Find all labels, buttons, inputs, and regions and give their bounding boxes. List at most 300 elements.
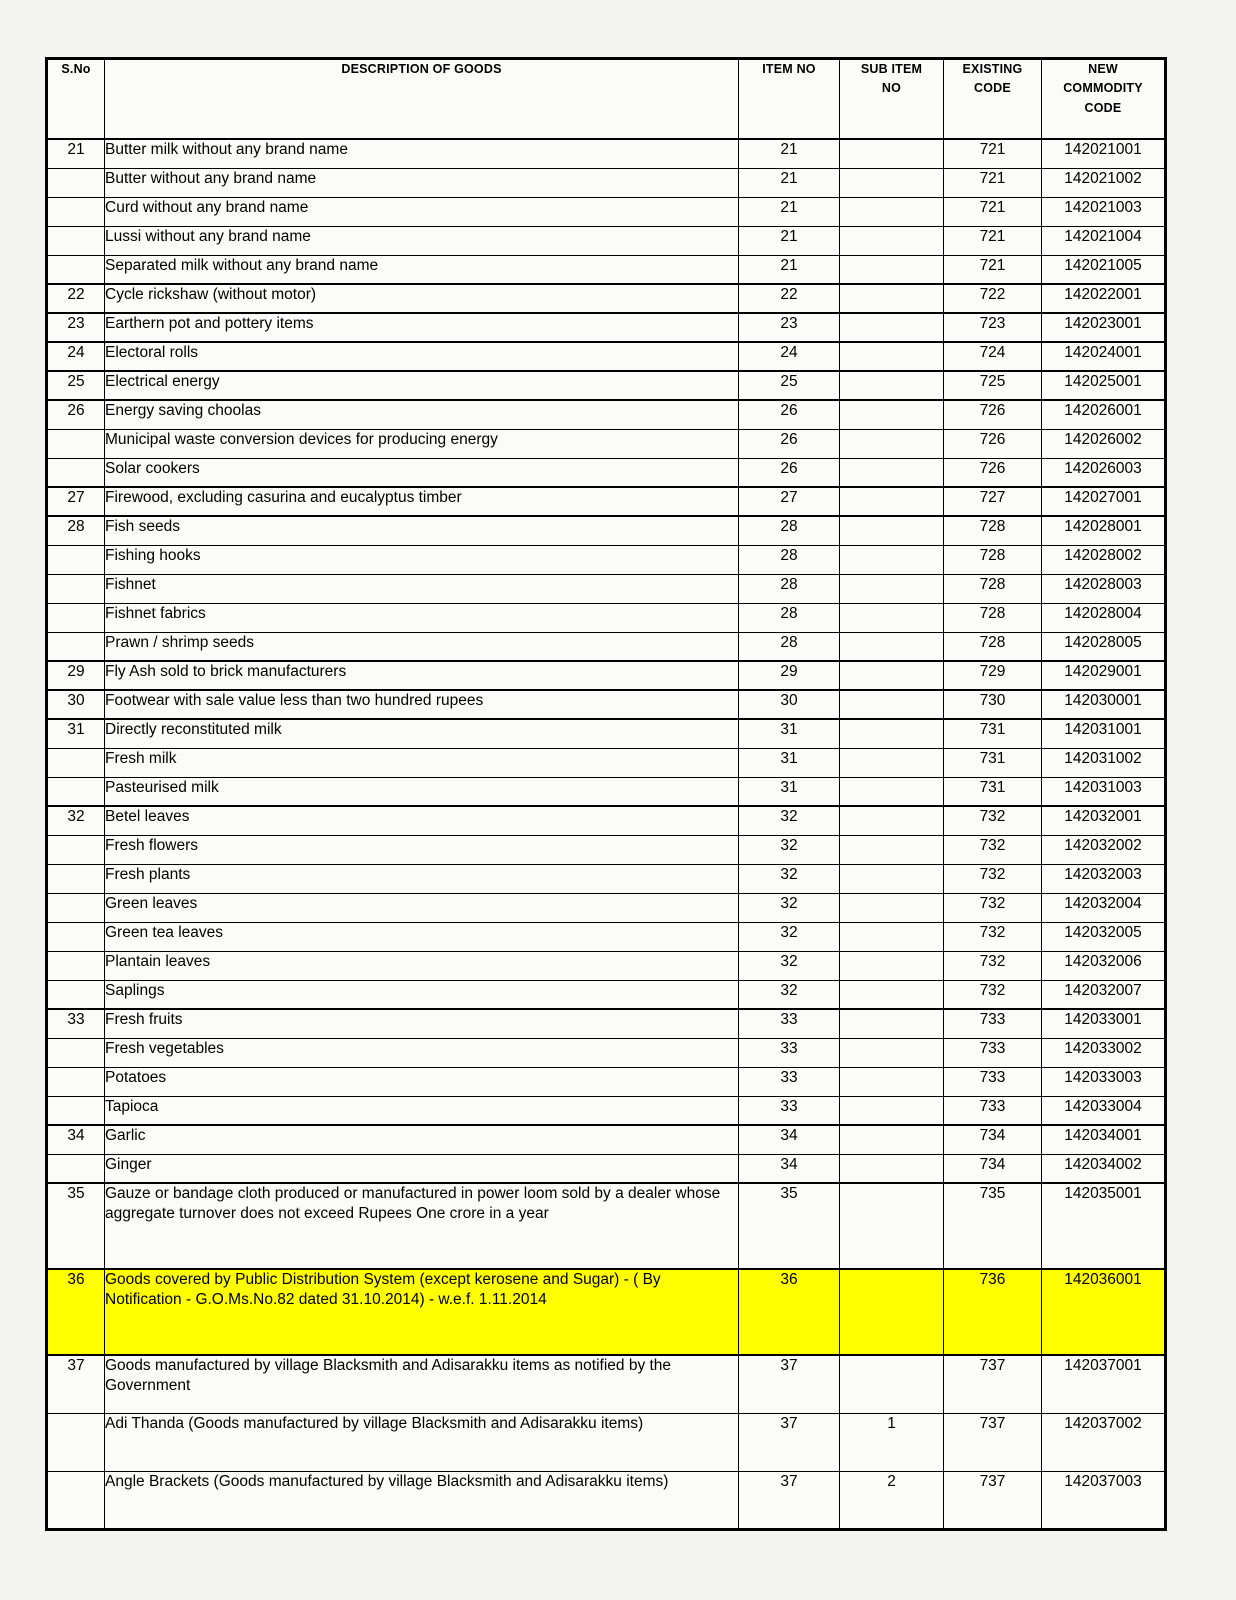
column-header-new-commodity-code	[1042, 59, 1166, 140]
cell-description: Energy saving choolas	[105, 400, 739, 429]
cell-item-no: 37	[739, 1355, 840, 1413]
table-row	[47, 1067, 1166, 1096]
cell-description: Pasteurised milk	[105, 777, 739, 806]
column-header-description: DESCRIPTION OF GOODS	[105, 59, 739, 140]
cell-item-no: 22	[739, 284, 840, 313]
cell-new-code: 142028002	[1042, 545, 1166, 574]
cell-sub-item-no	[840, 400, 944, 429]
cell-sno	[47, 748, 105, 777]
cell-existing-code: 731	[944, 748, 1042, 777]
cell-sub-item-no	[840, 632, 944, 661]
table-row	[47, 922, 1166, 951]
column-header-sno: S.No	[47, 59, 105, 140]
new-code-line2: COMMODITY	[1063, 81, 1143, 96]
cell-sub-item-no	[840, 516, 944, 545]
cell-existing-code: 734	[944, 1125, 1042, 1154]
cell-sno	[47, 1038, 105, 1067]
cell-new-code: 142033003	[1042, 1067, 1166, 1096]
cell-sno: 29	[47, 661, 105, 690]
cell-existing-code: 736	[944, 1269, 1042, 1355]
table-row	[47, 806, 1166, 835]
cell-description: Green leaves	[105, 893, 739, 922]
table-row	[47, 1269, 1166, 1355]
cell-sno: 31	[47, 719, 105, 748]
cell-description: Potatoes	[105, 1067, 739, 1096]
sub-item-no-line1: SUB ITEM	[860, 62, 923, 76]
cell-sub-item-no	[840, 1154, 944, 1183]
cell-item-no: 37	[739, 1413, 840, 1471]
table-row	[47, 168, 1166, 197]
cell-sno: 32	[47, 806, 105, 835]
cell-item-no: 32	[739, 835, 840, 864]
cell-sno	[47, 1413, 105, 1471]
cell-existing-code: 732	[944, 893, 1042, 922]
cell-new-code: 142032004	[1042, 893, 1166, 922]
cell-existing-code: 726	[944, 400, 1042, 429]
cell-description: Butter milk without any brand name	[105, 139, 739, 168]
cell-existing-code: 724	[944, 342, 1042, 371]
cell-description: Fresh milk	[105, 748, 739, 777]
cell-sub-item-no	[840, 1096, 944, 1125]
cell-existing-code: 728	[944, 574, 1042, 603]
cell-sub-item-no	[840, 313, 944, 342]
cell-description: Cycle rickshaw (without motor)	[105, 284, 739, 313]
table-row	[47, 1471, 1166, 1529]
cell-item-no: 35	[739, 1183, 840, 1269]
column-header-item-no: ITEM NO	[739, 59, 840, 140]
cell-new-code: 142034001	[1042, 1125, 1166, 1154]
cell-new-code: 142028005	[1042, 632, 1166, 661]
cell-new-code: 142037002	[1042, 1413, 1166, 1471]
cell-description: Municipal waste conversion devices for producing energy	[105, 429, 739, 458]
cell-existing-code: 733	[944, 1009, 1042, 1038]
cell-item-no: 28	[739, 632, 840, 661]
cell-sno	[47, 1471, 105, 1529]
cell-sub-item-no	[840, 893, 944, 922]
cell-existing-code: 728	[944, 545, 1042, 574]
cell-item-no: 37	[739, 1471, 840, 1529]
table-row	[47, 1183, 1166, 1269]
cell-sub-item-no	[840, 1269, 944, 1355]
cell-sno	[47, 197, 105, 226]
cell-sub-item-no	[840, 748, 944, 777]
cell-new-code: 142022001	[1042, 284, 1166, 313]
cell-existing-code: 732	[944, 951, 1042, 980]
cell-existing-code: 725	[944, 371, 1042, 400]
cell-sub-item-no	[840, 168, 944, 197]
cell-existing-code: 735	[944, 1183, 1042, 1269]
cell-existing-code: 733	[944, 1096, 1042, 1125]
cell-new-code: 142032002	[1042, 835, 1166, 864]
cell-description: Earthern pot and pottery items	[105, 313, 739, 342]
cell-description: Adi Thanda (Goods manufactured by village Blacksmith and Adisarakku items)	[105, 1413, 739, 1471]
cell-existing-code: 728	[944, 516, 1042, 545]
cell-description: Fishnet fabrics	[105, 603, 739, 632]
table-row	[47, 777, 1166, 806]
cell-item-no: 28	[739, 516, 840, 545]
table-row	[47, 458, 1166, 487]
table-row	[47, 226, 1166, 255]
cell-existing-code: 721	[944, 255, 1042, 284]
cell-sno	[47, 574, 105, 603]
table-row	[47, 139, 1166, 168]
cell-existing-code: 731	[944, 777, 1042, 806]
table-row	[47, 893, 1166, 922]
table-row	[47, 1413, 1166, 1471]
cell-new-code: 142031001	[1042, 719, 1166, 748]
cell-sno	[47, 893, 105, 922]
cell-item-no: 28	[739, 603, 840, 632]
cell-sno: 28	[47, 516, 105, 545]
cell-description: Electoral rolls	[105, 342, 739, 371]
cell-sub-item-no: 1	[840, 1413, 944, 1471]
cell-new-code: 142026002	[1042, 429, 1166, 458]
table-row	[47, 197, 1166, 226]
cell-new-code: 142027001	[1042, 487, 1166, 516]
cell-sub-item-no	[840, 806, 944, 835]
table-row	[47, 632, 1166, 661]
cell-sub-item-no	[840, 777, 944, 806]
cell-item-no: 32	[739, 864, 840, 893]
cell-sno: 37	[47, 1355, 105, 1413]
cell-new-code: 142036001	[1042, 1269, 1166, 1355]
cell-sub-item-no	[840, 690, 944, 719]
cell-sub-item-no	[840, 980, 944, 1009]
cell-sub-item-no: 2	[840, 1471, 944, 1529]
cell-new-code: 142032003	[1042, 864, 1166, 893]
cell-item-no: 26	[739, 458, 840, 487]
table-row	[47, 690, 1166, 719]
cell-sub-item-no	[840, 922, 944, 951]
table-row	[47, 429, 1166, 458]
cell-new-code: 142021002	[1042, 168, 1166, 197]
cell-sno	[47, 951, 105, 980]
cell-new-code: 142031002	[1042, 748, 1166, 777]
cell-sub-item-no	[840, 342, 944, 371]
cell-new-code: 142029001	[1042, 661, 1166, 690]
cell-item-no: 21	[739, 139, 840, 168]
cell-sno	[47, 168, 105, 197]
existing-code-line2: CODE	[974, 81, 1011, 96]
cell-sno	[47, 545, 105, 574]
cell-sub-item-no	[840, 835, 944, 864]
table-row	[47, 1355, 1166, 1413]
cell-sno: 27	[47, 487, 105, 516]
cell-description: Saplings	[105, 980, 739, 1009]
cell-item-no: 34	[739, 1125, 840, 1154]
existing-code-line1: EXISTING	[962, 62, 1023, 76]
cell-description: Fishing hooks	[105, 545, 739, 574]
cell-new-code: 142032001	[1042, 806, 1166, 835]
table-row	[47, 603, 1166, 632]
new-code-line3: CODE	[1084, 100, 1122, 115]
cell-existing-code: 726	[944, 458, 1042, 487]
cell-existing-code: 732	[944, 806, 1042, 835]
table-row	[47, 719, 1166, 748]
cell-sno: 26	[47, 400, 105, 429]
cell-existing-code: 723	[944, 313, 1042, 342]
cell-sno	[47, 226, 105, 255]
cell-new-code: 142021005	[1042, 255, 1166, 284]
cell-item-no: 33	[739, 1009, 840, 1038]
table-row	[47, 284, 1166, 313]
cell-sub-item-no	[840, 661, 944, 690]
cell-sub-item-no	[840, 719, 944, 748]
cell-new-code: 142037001	[1042, 1355, 1166, 1413]
cell-description: Garlic	[105, 1125, 739, 1154]
cell-sub-item-no	[840, 574, 944, 603]
cell-new-code: 142025001	[1042, 371, 1166, 400]
cell-description: Solar cookers	[105, 458, 739, 487]
cell-description: Prawn / shrimp seeds	[105, 632, 739, 661]
cell-new-code: 142021001	[1042, 139, 1166, 168]
cell-sno	[47, 1067, 105, 1096]
cell-sno	[47, 632, 105, 661]
cell-description: Goods covered by Public Distribution System (except kerosene and Sugar) - ( By Notification - G.O.Ms.No.82 dated 31.10.2014) - w.e.f. 1.11.2014	[105, 1269, 739, 1355]
cell-sub-item-no	[840, 864, 944, 893]
cell-new-code: 142033004	[1042, 1096, 1166, 1125]
cell-new-code: 142028003	[1042, 574, 1166, 603]
table-row	[47, 748, 1166, 777]
table-row	[47, 255, 1166, 284]
cell-new-code: 142026003	[1042, 458, 1166, 487]
cell-new-code: 142037003	[1042, 1471, 1166, 1529]
table-row	[47, 951, 1166, 980]
table-row	[47, 545, 1166, 574]
cell-new-code: 142028001	[1042, 516, 1166, 545]
cell-existing-code: 728	[944, 603, 1042, 632]
cell-new-code: 142032007	[1042, 980, 1166, 1009]
cell-description: Plantain leaves	[105, 951, 739, 980]
cell-description: Fresh vegetables	[105, 1038, 739, 1067]
cell-sub-item-no	[840, 1038, 944, 1067]
cell-item-no: 21	[739, 197, 840, 226]
cell-new-code: 142032006	[1042, 951, 1166, 980]
cell-item-no: 36	[739, 1269, 840, 1355]
cell-item-no: 31	[739, 719, 840, 748]
cell-existing-code: 737	[944, 1355, 1042, 1413]
new-code-line1: NEW	[1088, 62, 1118, 76]
table-row	[47, 661, 1166, 690]
cell-sub-item-no	[840, 458, 944, 487]
cell-sno	[47, 1154, 105, 1183]
cell-new-code: 142033002	[1042, 1038, 1166, 1067]
cell-item-no: 32	[739, 893, 840, 922]
cell-item-no: 32	[739, 951, 840, 980]
table-body	[47, 139, 1166, 1529]
cell-new-code: 142032005	[1042, 922, 1166, 951]
cell-sub-item-no	[840, 429, 944, 458]
cell-existing-code: 722	[944, 284, 1042, 313]
cell-description: Gauze or bandage cloth produced or manufactured in power loom sold by a dealer whose aggregate turnover does not exceed Rupees One crore in a year	[105, 1183, 739, 1269]
cell-sub-item-no	[840, 951, 944, 980]
cell-description: Electrical energy	[105, 371, 739, 400]
table-row	[47, 371, 1166, 400]
cell-item-no: 23	[739, 313, 840, 342]
cell-sub-item-no	[840, 1183, 944, 1269]
cell-existing-code: 727	[944, 487, 1042, 516]
cell-new-code: 142030001	[1042, 690, 1166, 719]
cell-description: Goods manufactured by village Blacksmith and Adisarakku items as notified by the Government	[105, 1355, 739, 1413]
cell-sub-item-no	[840, 1009, 944, 1038]
cell-description: Fly Ash sold to brick manufacturers	[105, 661, 739, 690]
cell-sno	[47, 458, 105, 487]
cell-existing-code: 730	[944, 690, 1042, 719]
cell-description: Separated milk without any brand name	[105, 255, 739, 284]
cell-sno: 22	[47, 284, 105, 313]
table-row	[47, 980, 1166, 1009]
cell-item-no: 33	[739, 1038, 840, 1067]
cell-item-no: 32	[739, 922, 840, 951]
cell-new-code: 142034002	[1042, 1154, 1166, 1183]
cell-description: Firewood, excluding casurina and eucalyptus timber	[105, 487, 739, 516]
cell-new-code: 142023001	[1042, 313, 1166, 342]
cell-item-no: 32	[739, 980, 840, 1009]
table-row	[47, 864, 1166, 893]
cell-existing-code: 732	[944, 864, 1042, 893]
cell-sub-item-no	[840, 139, 944, 168]
table-row	[47, 1125, 1166, 1154]
cell-item-no: 24	[739, 342, 840, 371]
cell-sno	[47, 603, 105, 632]
sub-item-no-line2: NO	[881, 81, 902, 96]
cell-new-code: 142033001	[1042, 1009, 1166, 1038]
table-header-row	[47, 59, 1166, 140]
commodity-code-table	[45, 57, 1167, 1531]
column-header-sub-item-no	[840, 59, 944, 140]
table-row	[47, 516, 1166, 545]
cell-sno: 33	[47, 1009, 105, 1038]
cell-new-code: 142035001	[1042, 1183, 1166, 1269]
cell-sub-item-no	[840, 487, 944, 516]
table-row	[47, 835, 1166, 864]
cell-sno	[47, 777, 105, 806]
table-header	[47, 59, 1166, 140]
cell-existing-code: 731	[944, 719, 1042, 748]
cell-new-code: 142021004	[1042, 226, 1166, 255]
cell-sno	[47, 835, 105, 864]
cell-description: Footwear with sale value less than two hundred rupees	[105, 690, 739, 719]
cell-sub-item-no	[840, 255, 944, 284]
cell-sub-item-no	[840, 1125, 944, 1154]
cell-new-code: 142021003	[1042, 197, 1166, 226]
cell-description: Ginger	[105, 1154, 739, 1183]
cell-sub-item-no	[840, 197, 944, 226]
cell-sno: 21	[47, 139, 105, 168]
table-row	[47, 313, 1166, 342]
cell-existing-code: 734	[944, 1154, 1042, 1183]
cell-item-no: 21	[739, 226, 840, 255]
column-header-existing-code	[944, 59, 1042, 140]
cell-sub-item-no	[840, 1067, 944, 1096]
cell-sno	[47, 922, 105, 951]
cell-item-no: 34	[739, 1154, 840, 1183]
cell-sno	[47, 980, 105, 1009]
cell-description: Curd without any brand name	[105, 197, 739, 226]
cell-item-no: 33	[739, 1096, 840, 1125]
cell-item-no: 21	[739, 168, 840, 197]
cell-item-no: 28	[739, 545, 840, 574]
cell-existing-code: 732	[944, 922, 1042, 951]
cell-sub-item-no	[840, 603, 944, 632]
cell-item-no: 21	[739, 255, 840, 284]
table-row	[47, 1038, 1166, 1067]
cell-sub-item-no	[840, 284, 944, 313]
cell-sno: 34	[47, 1125, 105, 1154]
table-row	[47, 487, 1166, 516]
cell-sno	[47, 1096, 105, 1125]
cell-existing-code: 728	[944, 632, 1042, 661]
cell-item-no: 26	[739, 400, 840, 429]
cell-item-no: 31	[739, 777, 840, 806]
table-row	[47, 1096, 1166, 1125]
table-row	[47, 342, 1166, 371]
cell-item-no: 25	[739, 371, 840, 400]
cell-existing-code: 733	[944, 1067, 1042, 1096]
cell-description: Fresh flowers	[105, 835, 739, 864]
cell-existing-code: 721	[944, 197, 1042, 226]
cell-description: Tapioca	[105, 1096, 739, 1125]
cell-new-code: 142031003	[1042, 777, 1166, 806]
table-row	[47, 1009, 1166, 1038]
cell-item-no: 29	[739, 661, 840, 690]
cell-existing-code: 721	[944, 168, 1042, 197]
cell-existing-code: 721	[944, 139, 1042, 168]
cell-new-code: 142024001	[1042, 342, 1166, 371]
cell-existing-code: 726	[944, 429, 1042, 458]
cell-item-no: 30	[739, 690, 840, 719]
cell-item-no: 31	[739, 748, 840, 777]
cell-description: Lussi without any brand name	[105, 226, 739, 255]
cell-existing-code: 729	[944, 661, 1042, 690]
cell-existing-code: 737	[944, 1471, 1042, 1529]
table-row	[47, 574, 1166, 603]
cell-description: Butter without any brand name	[105, 168, 739, 197]
cell-item-no: 26	[739, 429, 840, 458]
table-row	[47, 1154, 1166, 1183]
cell-existing-code: 733	[944, 1038, 1042, 1067]
cell-item-no: 28	[739, 574, 840, 603]
cell-existing-code: 732	[944, 980, 1042, 1009]
cell-description: Green tea leaves	[105, 922, 739, 951]
cell-sno: 24	[47, 342, 105, 371]
cell-item-no: 27	[739, 487, 840, 516]
cell-sno: 35	[47, 1183, 105, 1269]
cell-sub-item-no	[840, 1355, 944, 1413]
cell-existing-code: 737	[944, 1413, 1042, 1471]
cell-new-code: 142028004	[1042, 603, 1166, 632]
cell-sno: 23	[47, 313, 105, 342]
cell-existing-code: 721	[944, 226, 1042, 255]
cell-description: Betel leaves	[105, 806, 739, 835]
cell-existing-code: 732	[944, 835, 1042, 864]
cell-sno: 25	[47, 371, 105, 400]
table-row	[47, 400, 1166, 429]
cell-sub-item-no	[840, 545, 944, 574]
cell-item-no: 32	[739, 806, 840, 835]
cell-sub-item-no	[840, 226, 944, 255]
cell-sno: 36	[47, 1269, 105, 1355]
cell-sub-item-no	[840, 371, 944, 400]
cell-sno	[47, 864, 105, 893]
cell-new-code: 142026001	[1042, 400, 1166, 429]
cell-description: Fish seeds	[105, 516, 739, 545]
cell-description: Angle Brackets (Goods manufactured by village Blacksmith and Adisarakku items)	[105, 1471, 739, 1529]
cell-item-no: 33	[739, 1067, 840, 1096]
cell-description: Directly reconstituted milk	[105, 719, 739, 748]
cell-description: Fresh plants	[105, 864, 739, 893]
cell-description: Fresh fruits	[105, 1009, 739, 1038]
